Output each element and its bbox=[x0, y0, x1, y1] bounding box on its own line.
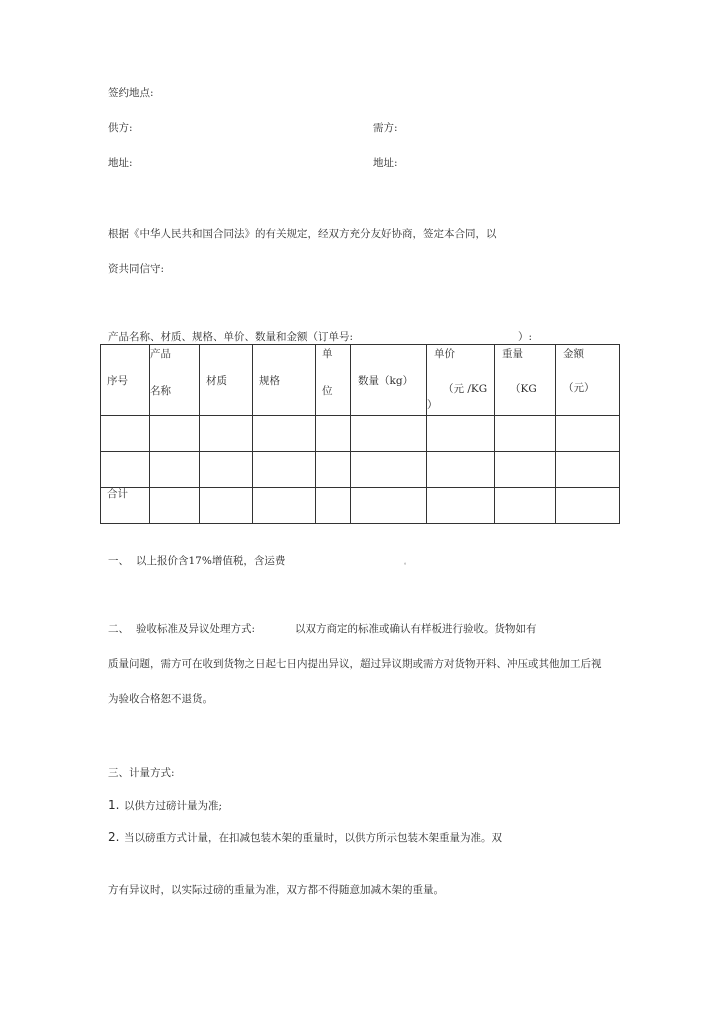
sign-place-label: 签约地点: bbox=[108, 87, 154, 99]
header-unit-2: 位 bbox=[322, 385, 333, 397]
clause-1-text: 以上报价含17%增值税，含运费 bbox=[136, 555, 286, 567]
supplier-address-label: 地址: bbox=[108, 157, 133, 169]
header-seq: 序号 bbox=[107, 375, 128, 387]
preamble-line-1: 根据《中华人民共和国合同法》的有关规定，经双方充分友好协商，签定本合同，以 bbox=[108, 228, 497, 240]
header-amount-1: 金额 bbox=[563, 348, 584, 360]
header-price-cell bbox=[427, 345, 495, 416]
product-table bbox=[100, 344, 620, 524]
header-qty-cell bbox=[351, 345, 427, 416]
header-price-3: ） bbox=[427, 399, 438, 411]
clause-3-item-2: 当以磅重方式计量，在扣减包装木架的重量时，以供方所示包装木架重量为准。双 bbox=[124, 832, 502, 844]
clause-3-title: 三、计量方式: bbox=[108, 767, 175, 779]
clause-1-end: 。 bbox=[404, 559, 411, 566]
header-qty: 数量（kg） bbox=[358, 375, 414, 387]
header-material-cell bbox=[200, 345, 253, 416]
header-amount-2: （元） bbox=[563, 382, 595, 394]
header-weight-2: （KG bbox=[510, 383, 537, 395]
header-name-2: 名称 bbox=[150, 385, 171, 397]
clause-3-item-2-continued: 方有异议时，以实际过磅的重量为准，双方都不得随意加减木架的重量。 bbox=[108, 884, 444, 896]
header-unit-cell bbox=[316, 345, 351, 416]
preamble-line-2: 资共同信守: bbox=[108, 263, 165, 275]
buyer-label: 需方: bbox=[373, 122, 398, 134]
header-unit-1: 单 bbox=[322, 348, 333, 360]
clause-1-number: 一、 bbox=[108, 555, 129, 567]
clause-2-text-2: 质量问题，需方可在收到货物之日起七日内提出异议，超过异议期或需方对货物开料、冲压或其他加工后视 bbox=[108, 658, 602, 670]
total-label-cell bbox=[101, 488, 150, 524]
clause-3-item-1-number: 1. bbox=[108, 798, 120, 812]
header-spec-cell bbox=[253, 345, 316, 416]
clause-2-number: 二、 bbox=[108, 623, 129, 635]
clause-2-text-1: 以双方商定的标准或确认有样板进行验收。货物如有 bbox=[295, 623, 537, 635]
header-seq-cell bbox=[101, 345, 150, 416]
total-label: 合计 bbox=[107, 488, 128, 500]
clause-2-title: 验收标准及异议处理方式: bbox=[136, 623, 256, 635]
header-amount-cell bbox=[556, 345, 620, 416]
header-name-cell bbox=[150, 345, 200, 416]
table-caption: 产品名称、材质、规格、单价、数量和金额（订单号: bbox=[108, 331, 354, 343]
clause-3-item-1: 以供方过磅计量为准; bbox=[124, 800, 223, 812]
table-row bbox=[101, 452, 620, 488]
table-header-row bbox=[101, 345, 620, 416]
header-spec: 规格 bbox=[259, 375, 280, 387]
table-row bbox=[101, 416, 620, 452]
clause-3-item-2-number: 2. bbox=[108, 830, 120, 844]
header-name-1: 产品 bbox=[150, 348, 171, 360]
table-caption-end: ）: bbox=[518, 331, 533, 343]
header-material: 材质 bbox=[206, 375, 227, 387]
header-price-2: （元 /KG bbox=[443, 383, 488, 395]
table-total-row bbox=[101, 488, 620, 524]
buyer-address-label: 地址: bbox=[373, 157, 398, 169]
clause-2-text-3: 为验收合格恕不退货。 bbox=[108, 693, 213, 705]
header-weight-1: 重量 bbox=[502, 348, 523, 360]
supplier-label: 供方: bbox=[108, 122, 133, 134]
header-price-1: 单价 bbox=[434, 348, 455, 360]
header-weight-cell bbox=[495, 345, 556, 416]
